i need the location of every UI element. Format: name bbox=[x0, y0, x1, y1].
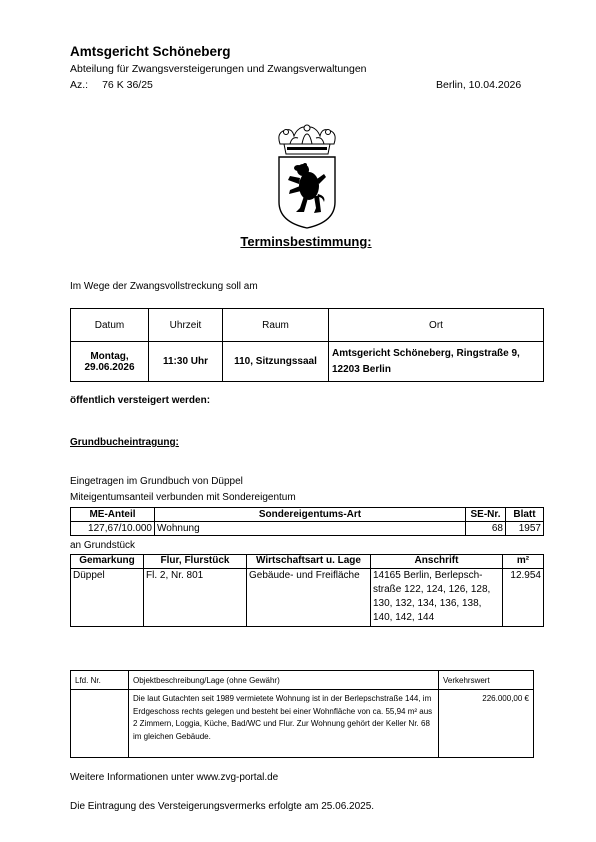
land-register-heading: Grundbucheintragung: bbox=[70, 437, 179, 448]
header-share: ME-Anteil bbox=[71, 508, 155, 522]
se-number: 68 bbox=[466, 522, 506, 536]
department: Abteilung für Zwangsversteigerungen und Zwangsverwaltungen bbox=[70, 63, 367, 75]
entry-note: Die Eintragung des Versteigerungsvermerks erfolgte am 25.06.2025. bbox=[70, 801, 375, 812]
case-number-value: 76 K 36/25 bbox=[102, 79, 153, 91]
land-register-line2: Miteigentumsanteil verbunden mit Sondereigentum bbox=[70, 492, 296, 503]
header-se-number: SE-Nr. bbox=[466, 508, 506, 522]
berlin-bear-crest-icon bbox=[272, 124, 342, 232]
header-sheet: Blatt bbox=[506, 508, 544, 522]
place-date: Berlin, 10.04.2026 bbox=[436, 79, 522, 91]
header-district: Gemarkung bbox=[71, 555, 144, 569]
object-number bbox=[71, 690, 129, 758]
sold-text: öffentlich versteigert werden: bbox=[70, 395, 211, 406]
header-time: Uhrzeit bbox=[149, 309, 223, 342]
object-description: Die laut Gutachten seit 1989 vermietete Wohnung ist in der Berlepschstraße 144, im Erdgeschoss rechts gelegen und besteht bei einer Wohnfläche von ca. 55,94 m² aus 2 Zimmern, Loggia, Küche, Bad/WC und Flur. Zur Wohnung gehört der Keller Nr. 68 im gleichen Gebäude. bbox=[129, 690, 439, 758]
appointment-date: Montag, 29.06.2026 bbox=[71, 342, 149, 382]
appointment-room: 110, Sitzungssaal bbox=[223, 342, 329, 382]
intro-text: Im Wege der Zwangsvollstreckung soll am bbox=[70, 281, 258, 292]
appointment-place: Amtsgericht Schöneberg, Ringstraße 9, 12203 Berlin bbox=[329, 342, 544, 382]
plot-address: 14165 Berlin, Berlepsch-straße 122, 124, 126, 128, 130, 132, 134, 136, 138, 140, 142, 144 bbox=[371, 569, 503, 627]
ownership-type: Wohnung bbox=[155, 522, 466, 536]
header-address: Anschrift bbox=[371, 555, 503, 569]
plot-district: Düppel bbox=[71, 569, 144, 627]
land-register-line1: Eingetragen im Grundbuch von Düppel bbox=[70, 476, 243, 487]
share-value: 127,67/10.000 bbox=[71, 522, 155, 536]
page-title: Terminsbestimmung: bbox=[240, 234, 372, 249]
appointment-time: 11:30 Uhr bbox=[149, 342, 223, 382]
plot-table bbox=[70, 554, 544, 627]
share-table bbox=[70, 507, 544, 536]
plot-usage: Gebäude- und Freifläche bbox=[247, 569, 371, 627]
header-parcel: Flur, Flurstück bbox=[144, 555, 247, 569]
header-area: m² bbox=[503, 555, 544, 569]
appointment-table bbox=[70, 308, 544, 382]
header-number: Lfd. Nr. bbox=[71, 671, 129, 690]
header-place: Ort bbox=[329, 309, 544, 342]
sheet-number: 1957 bbox=[506, 522, 544, 536]
header-usage: Wirtschaftsart u. Lage bbox=[247, 555, 371, 569]
header-date: Datum bbox=[71, 309, 149, 342]
header-room: Raum bbox=[223, 309, 329, 342]
plot-area: 12.954 bbox=[503, 569, 544, 627]
plot-parcel: Fl. 2, Nr. 801 bbox=[144, 569, 247, 627]
header-market-value: Verkehrswert bbox=[439, 671, 534, 690]
court-name: Amtsgericht Schöneberg bbox=[70, 44, 231, 59]
plot-label: an Grundstück bbox=[70, 540, 136, 551]
header-description: Objektbeschreibung/Lage (ohne Gewähr) bbox=[129, 671, 439, 690]
case-number-label: Az.: bbox=[70, 79, 89, 91]
market-value: 226.000,00 € bbox=[439, 690, 534, 758]
more-info: Weitere Informationen unter www.zvg-portal.de bbox=[70, 772, 279, 783]
object-table bbox=[70, 670, 534, 758]
case-number bbox=[70, 79, 153, 91]
header-ownership-type: Sondereigentums-Art bbox=[155, 508, 466, 522]
